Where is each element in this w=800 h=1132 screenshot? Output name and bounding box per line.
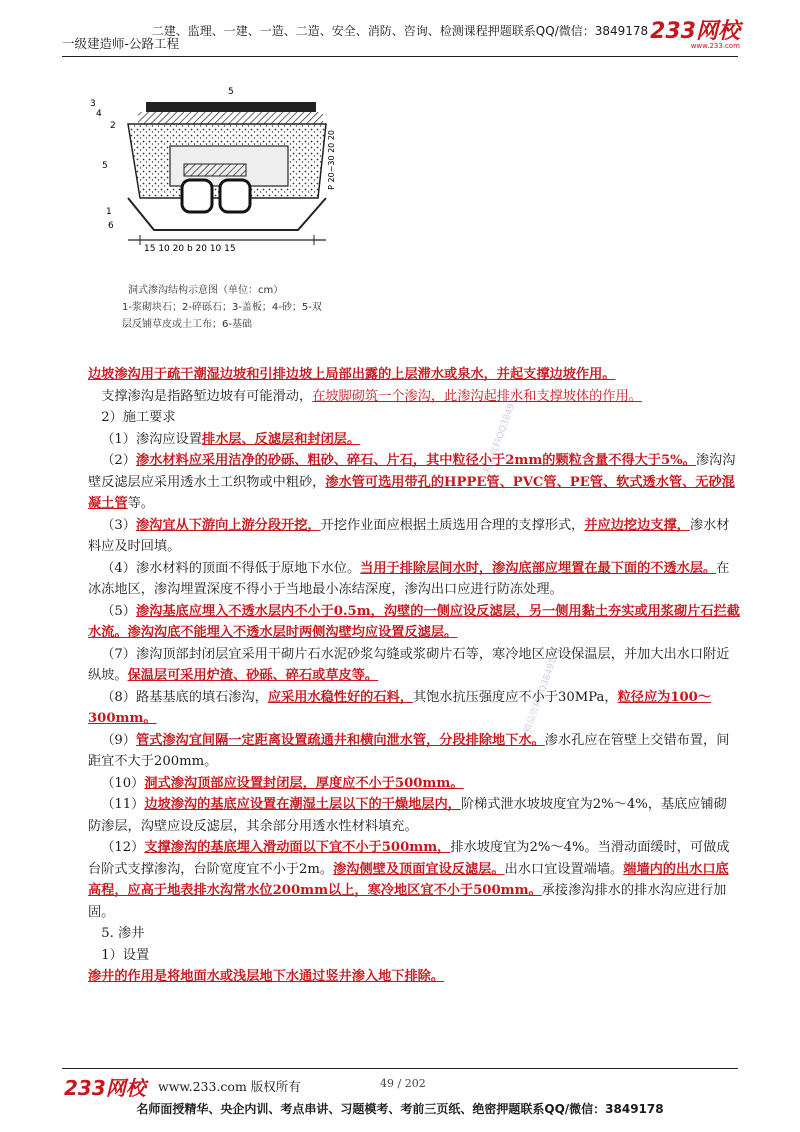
top-seal [138, 112, 323, 124]
header-logo [650, 14, 740, 50]
caption-title: 洞式渗沟结构示意图（单位：cm） [128, 285, 284, 296]
subsection-heading: 1）设置 [101, 947, 150, 963]
page-number: 49 / 202 [380, 1077, 426, 1090]
paragraph: （11）边坡渗沟的基底应设置在潮湿土层以下的干燥地层内，阶梯式泄水坡坡度宜为2%～4%，基底应铺砌防渗层，沟壁应设反滤层，其余部分用透水性材料填充。 [88, 797, 727, 834]
paragraph: （12）支撑渗沟的基底埋入滑动面以下宜不小于500mm，排水坡度宜为2%～4%。当滑动面缓时，可做成台阶式支撑渗沟，台阶宽度宜不小于2m。渗沟侧壁及顶面宜设反滤层。出水口宜设置端墙。端墙内的出水口底高程，应高于地表排水沟常水位200mm以上，寒冷地区宜不小于500mm。承接渗沟排水的排水沟应进行加固。 [88, 840, 730, 920]
paragraph: （2）渗水材料应采用洁净的砂砾、粗砂、碎石、片石，其中粒径小于2mm的颗粒含量不得大于5%。渗沟沟壁反滤层应采用透水土工织物或中粗砂，渗水管可选用带孔的HPPE管、PVC管、PE管、软式透水管、无砂混凝土管等。 [88, 453, 736, 511]
side-dimension-label: P 20~30 20 20 [327, 130, 336, 190]
footer-copyright: www.233.com 版权所有 [158, 1079, 301, 1094]
header-logo-text: 233网校 [650, 19, 740, 44]
footer-logo: 233网校 [64, 1076, 146, 1100]
label-3: 3 [90, 99, 96, 109]
label-5-top: 5 [228, 87, 234, 97]
document-body [88, 364, 740, 988]
paragraph: （9）管式渗沟宜间隔一定距离设置疏通井和横向泄水管，分段排除地下水。渗水孔应在管壁上交错布置，间距宜不大于200mm。 [88, 732, 730, 769]
dimension-label: 15 10 20 b 20 10 15 [144, 244, 236, 254]
paragraph: （4）渗水材料的顶面不得低于原地下水位。当用于排除层间水时，渗沟底部应埋置在最下面的不透水层。在冰冻地区，渗沟埋置深度不得小于当地最小冻结深度，渗沟出口应进行防冻处理。 [88, 560, 730, 597]
paragraph: （8）路基基底的填石渗沟，应采用水稳性好的石料，其饱水抗压强度应不小于30MPa，粒径应为100～300mm。 [88, 689, 712, 726]
paragraph: （5）渗沟基底应埋入不透水层内不小于0.5m，沟壁的一侧应设反滤层，另一侧用黏土夯实或用浆砌片石拦截水流。渗沟沟底不能埋入不透水层时两侧沟壁均应设置反滤层。 [88, 603, 740, 640]
caption-legend-2: 层反铺草皮或土工布；6-基础 [122, 319, 252, 330]
header-divider [62, 56, 738, 57]
watermark: 精品资料QQ3849178 [522, 646, 564, 735]
paragraph: （1）渗沟应设置排水层、反滤层和封闭层。 [101, 431, 361, 447]
label-2: 2 [110, 121, 116, 131]
label-4: 4 [96, 109, 102, 119]
paragraph: 支撑渗沟是指路堑边坡有可能滑动，在坡脚砌筑一个渗沟，此渗沟起排水和支撑坡体的作用。 [101, 388, 642, 404]
footer-divider [62, 1068, 738, 1069]
figure-caption [122, 282, 352, 333]
label-6: 6 [108, 221, 114, 231]
paragraph: （10）洞式渗沟顶部应设置封闭层，厚度应不小于500mm。 [101, 775, 464, 791]
header-contact-line: 二建、监理、一建、一造、二造、安全、消防、咨询、检测课程押题联系QQ/微信：3849178 [151, 24, 649, 38]
paragraph: （3）渗沟宜从下游向上游分段开挖，开挖作业面应根据土质选用合理的支撑形式，并应边挖边支撑，渗水材料应及时回填。 [88, 517, 730, 554]
footer-promo: 名师面授精华、央企内训、考点串讲、习题模考、考前三页纸、绝密押题联系QQ/微信：3849178 [136, 1102, 664, 1116]
masonry-block-right [220, 180, 250, 212]
section-heading: 5. 渗井 [101, 926, 145, 941]
turf-layer [146, 102, 316, 112]
header-subject: 一级建造师-公路工程 [62, 36, 180, 51]
paragraph: 2）施工要求 [101, 410, 176, 425]
label-1: 1 [106, 207, 112, 217]
header-logo-url: www.233.com [690, 42, 740, 50]
caption-legend-1: 1-浆砌块石；2-碎砾石；3-盖板；4-砂；5-双 [122, 302, 322, 313]
watermark: 精品资料QQ3849178 [482, 386, 524, 475]
masonry-block-left [182, 180, 212, 212]
paragraph: 渗井的作用是将地面水或浅层地下水通过竖井渗入地下排除。 [88, 969, 445, 984]
cover-slab [184, 164, 246, 176]
paragraph: 边坡渗沟用于疏干潮湿边坡和引排边坡上局部出露的上层滞水或泉水，并起支撑边坡作用。 [88, 367, 616, 382]
label-5-side: 5 [102, 161, 108, 171]
paragraph: （7）渗沟顶部封闭层宜采用干砌片石水泥砂浆勾缝或浆砌片石等，寒冷地区应设保温层，并加大出水口附近纵坡。保温层可采用炉渣、砂砾、碎石或草皮等。 [88, 646, 730, 683]
